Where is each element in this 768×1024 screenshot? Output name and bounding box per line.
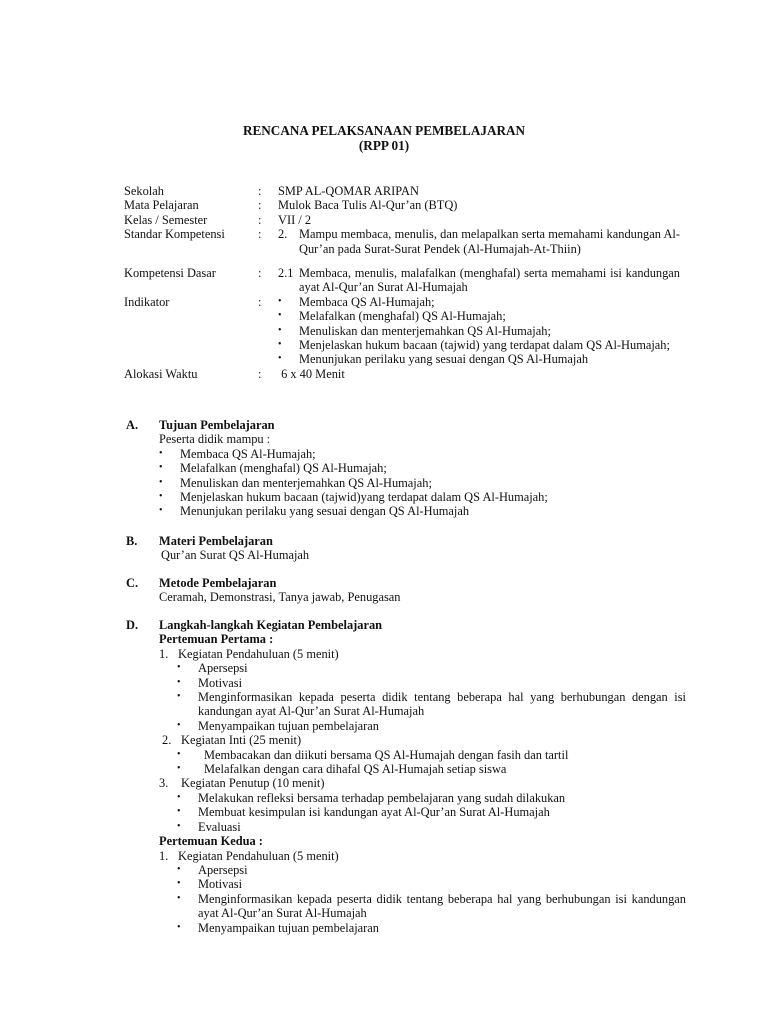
step-number: 1. [159,646,169,661]
step-heading [159,647,686,661]
colon: : [258,184,262,198]
colon: : [258,366,262,381]
list-item-text: Menginformasikan kepada peserta didik tentang beberapa hal yang berhubungan dengan isi kandungan ayat Al-Qur’an Surat Al-Humajah [198,690,686,719]
bullet-icon: • [159,476,163,488]
bullet-icon: • [177,878,181,890]
list-item [278,338,680,352]
list-item-text: Motivasi [198,675,243,690]
section-letter: B. [126,534,138,548]
section-heading [126,534,686,548]
list-item [177,748,686,762]
list-item-text: Menjelaskan hukum bacaan (tajwid) yang terdapat dalam QS Al-Humajah; [299,338,670,353]
standar-kompetensi-text: Mampu membaca, menulis, dan melapalkan serta memahami kandungan Al-Qur’an pada Surat-Surat Pendek (Al-Humajah-At-Thiin) [299,227,680,256]
bullet-icon: • [177,719,181,731]
bullet-icon: • [177,748,181,760]
step-title: Kegiatan Penutup (10 menit) [181,776,325,791]
section-intro: Peserta didik mampu : [159,432,271,447]
identity-row-kd [124,266,680,295]
list-item-text: Melafalkan (menghafal) QS Al-Humajah; [299,309,506,324]
list-item-text: Melafalkan (menghafal) QS Al-Humajah; [180,461,387,476]
bullet-icon: • [177,820,181,832]
bullet-icon: • [177,892,181,904]
list-item-text: Membuat kesimpulan isi kandungan ayat Al-Qur’an Surat Al-Humajah [198,805,550,820]
bullet-icon: • [278,353,282,365]
list-item [177,877,686,891]
list-item [159,476,686,490]
bullet-icon: • [159,447,163,459]
list-item [159,504,686,518]
colon: : [258,212,262,227]
bullet-icon: • [159,491,163,503]
colon: : [258,266,262,281]
section-letter: D. [126,618,139,632]
list-item-text: Melakukan refleksi bersama terhadap pembelajaran yang sudah dilakukan [198,790,566,805]
kompetensi-dasar-text: Membaca, menulis, malafalkan (menghafal) serta memahami isi kandungan ayat Al-Qur’an Surat Al-Humajah [299,266,680,295]
step-number: 1. [159,848,169,863]
bullet-icon: • [278,310,282,322]
list-item-text: Menunjukan perilaku yang sesuai dengan QS Al-Humajah [299,352,589,367]
identity-label: Mata Pelajaran [124,198,199,213]
list-item [177,863,686,877]
identity-value [278,266,680,295]
meeting-title: Pertemuan Pertama : [159,632,274,647]
identity-row-sekolah [124,184,680,198]
list-item-text: Menuliskan dan menterjemahkan QS Al-Humajah; [180,475,432,490]
item-number: 2. [278,227,288,242]
colon: : [258,294,262,309]
list-item-text: Menunjukan perilaku yang sesuai dengan QS Al-Humajah [180,504,470,519]
identity-value: SMP AL-QOMAR ARIPAN [278,184,419,198]
bullet-icon: • [177,863,181,875]
identity-table [124,184,680,381]
list-item [159,461,686,475]
item-number: 2.1 [278,266,294,281]
bullet-icon: • [159,462,163,474]
step-heading [159,776,686,790]
list-item [278,352,680,366]
document-subtitle: (RPP 01) [358,138,410,153]
step-number: 3. [159,776,169,791]
list-item [177,921,686,935]
bullet-icon: • [278,295,282,307]
list-item-text: Menuliskan dan menterjemahkan QS Al-Humajah; [299,323,551,338]
identity-row-indikator [124,295,680,367]
bullet-icon: • [159,505,163,517]
step-heading [159,849,686,863]
section-letter: A. [126,418,139,432]
identity-row-kelas [124,213,680,227]
list-item-text: Membaca QS Al-Humajah; [299,294,435,309]
identity-row-alokasi [124,367,680,381]
meeting-title: Pertemuan Kedua : [159,834,263,849]
step-number: 2. [162,733,172,748]
section-heading [126,618,686,632]
list-item-text: Evaluasi [198,819,241,834]
section-text: Ceramah, Demonstrasi, Tanya jawab, Penugasan [159,590,401,605]
section-heading [126,418,686,432]
section-body [126,632,686,935]
list-item [177,690,686,719]
identity-label: Kelas / Semester [124,212,208,227]
list-item-text: Melafalkan dengan cara dihafal QS Al-Humajah setiap siswa [204,762,507,777]
section-title: Materi Pembelajaran [159,534,273,548]
list-item-text: Membaca QS Al-Humajah; [180,446,316,461]
identity-value: 6 x 40 Menit [278,366,345,381]
identity-label: Indikator [124,294,170,309]
list-item [159,447,686,461]
section-heading [126,576,686,590]
section-letter: C. [126,576,139,590]
list-item-text: Apersepsi [198,661,248,676]
bullet-icon: • [278,339,282,351]
identity-label: Alokasi Waktu [124,366,198,381]
bullet-icon: • [177,763,181,775]
section-title: Langkah-langkah Kegiatan Pembelajaran [159,618,383,632]
bullet-icon: • [177,791,181,803]
list-item-text: Menyampaikan tujuan pembelajaran [198,718,379,733]
list-item-text: Menjelaskan hukum bacaan (tajwid)yang terdapat dalam QS Al-Humajah; [180,490,548,505]
identity-row-sk [124,227,680,256]
step-list [177,661,686,733]
bullet-icon: • [278,324,282,336]
section-tujuan [126,418,686,519]
list-item-text: Apersepsi [198,862,248,877]
list-item [278,295,680,309]
identity-label: Sekolah [124,184,164,198]
identity-label: Standar Kompetensi [124,227,225,242]
identity-value: VII / 2 [278,212,312,227]
step-title: Kegiatan Pendahuluan (5 menit) [178,646,339,661]
bullet-icon: • [177,806,181,818]
bullet-icon: • [177,676,181,688]
section-body [126,432,686,518]
list-item-text: Motivasi [198,877,243,892]
bullet-icon: • [177,691,181,703]
step-list [177,791,686,834]
list-item [177,791,686,805]
section-langkah [126,618,686,935]
section-materi [126,534,686,563]
list-item [177,676,686,690]
indikator-list [278,295,680,367]
list-item [177,805,686,819]
step-heading [159,733,686,747]
list-item [177,820,686,834]
list-item [177,892,686,921]
list-item [177,719,686,733]
list-item [278,324,680,338]
identity-value [278,227,680,256]
document-title: RENCANA PELAKSANAAN PEMBELAJARAN [242,123,526,138]
colon: : [258,198,262,213]
identity-value: Mulok Baca Tulis Al-Qur’an (BTQ) [278,198,458,213]
section-metode [126,576,686,605]
identity-label: Kompetensi Dasar [124,266,216,281]
list-item [177,661,686,675]
identity-row-mapel [124,198,680,212]
list-item-text: Membacakan dan diikuti bersama QS Al-Humajah dengan fasih dan tartil [204,747,569,762]
list-item-text: Menyampaikan tujuan pembelajaran [198,920,379,935]
list-item [278,309,680,323]
bullet-icon: • [177,921,181,933]
colon: : [258,227,262,242]
step-title: Kegiatan Inti (25 menit) [181,733,302,748]
list-item [159,490,686,504]
section-title: Tujuan Pembelajaran [159,418,275,432]
step-title: Kegiatan Pendahuluan (5 menit) [178,848,339,863]
step-list [177,863,686,935]
section-text: Qur’an Surat QS Al-Humajah [161,548,310,563]
bullet-icon: • [177,662,181,674]
list-item [177,762,686,776]
step-list [177,748,686,777]
list-item-text: Menginformasikan kepada peserta didik tentang beberapa hal yang berhubungan isi kandungan ayat Al-Qur’an Surat Al-Humajah [198,891,686,921]
section-title: Metode Pembelajaran [159,576,277,590]
